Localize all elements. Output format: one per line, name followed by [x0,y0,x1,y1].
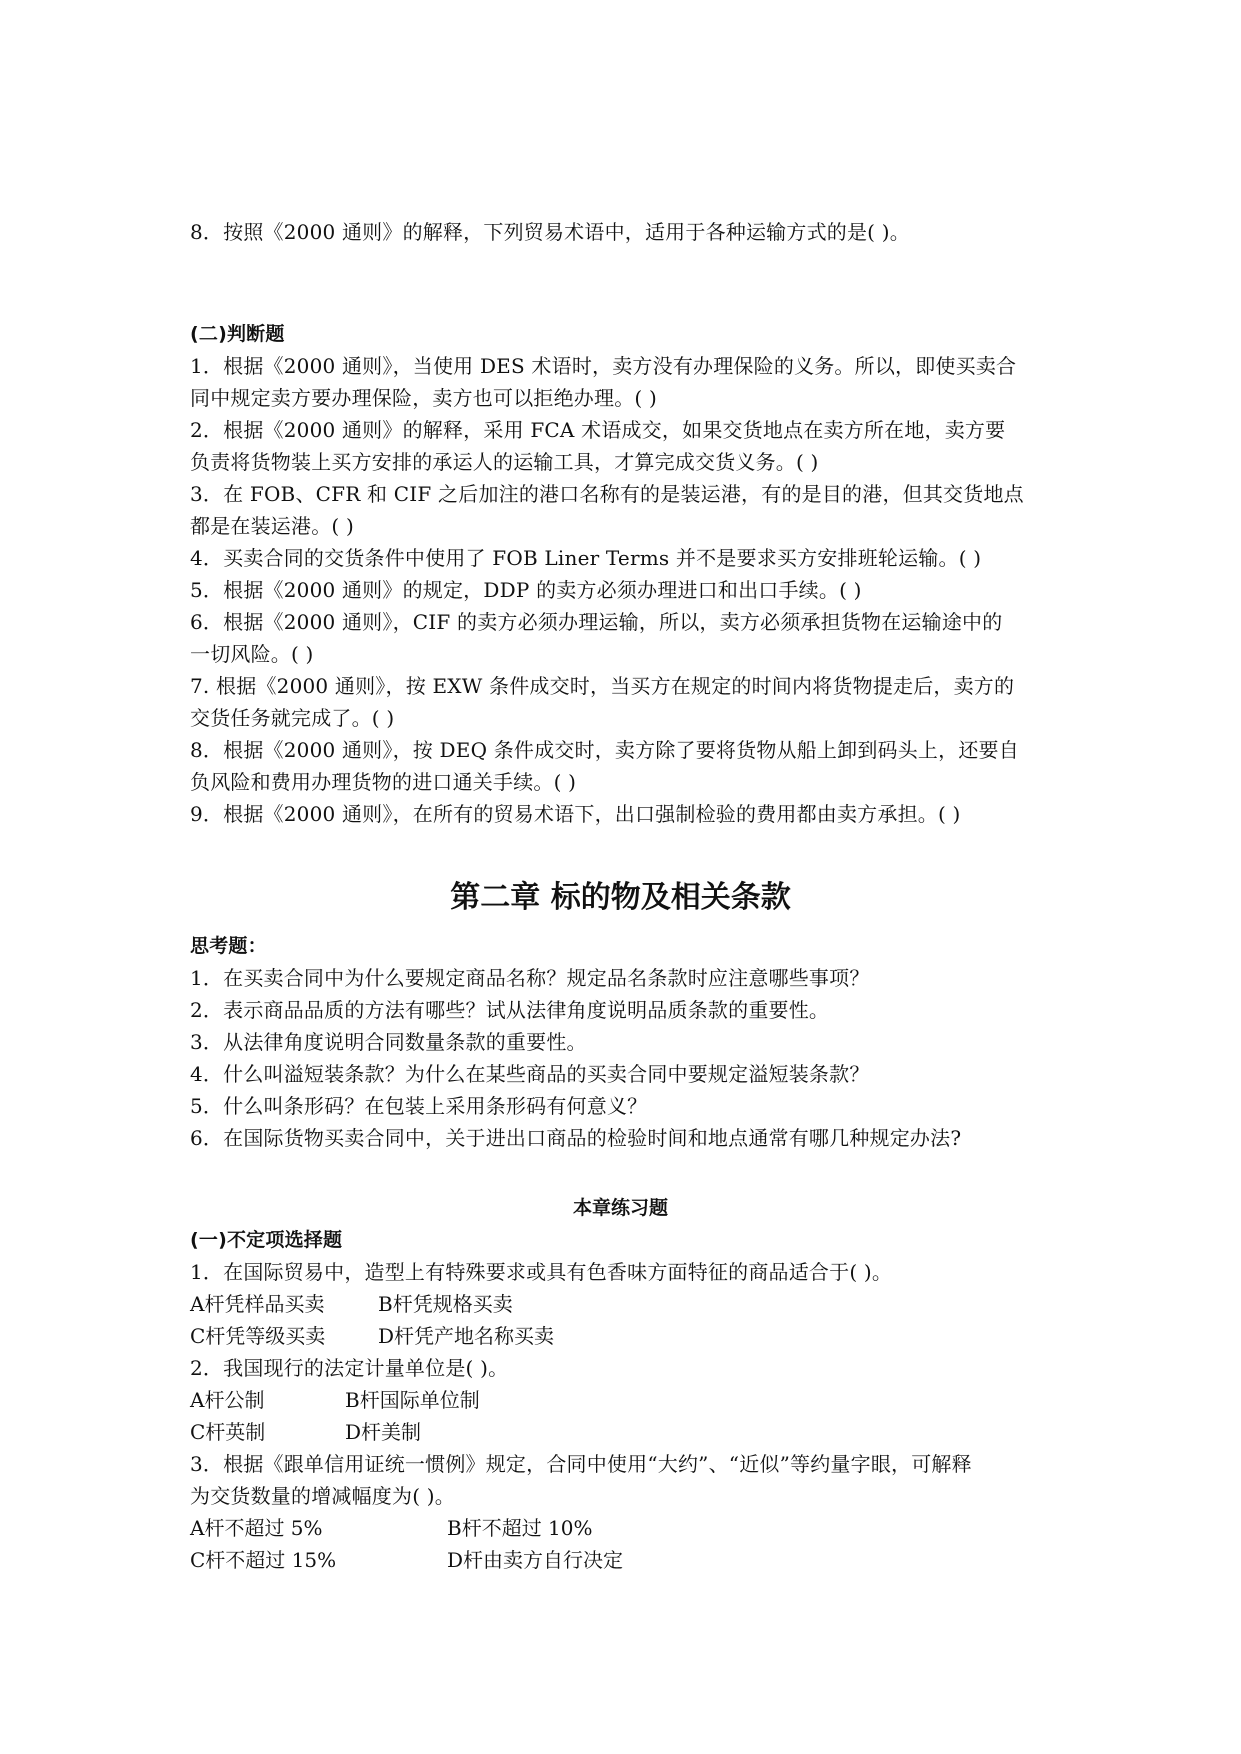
exercise-question-1: 1．在国际贸易中，造型上有特殊要求或具有色香味方面特征的商品适合于( )。 [190,1260,893,1284]
option-a: A杆凭样品买卖 [190,1292,325,1316]
option-c: C杆不超过 15% [190,1548,337,1572]
option-c: C杆英制 [190,1420,266,1444]
option-d: D杆由卖方自行决定 [447,1548,624,1572]
thinking-question: 2．表示商品品质的方法有哪些？试从法律角度说明品质条款的重要性。 [190,998,830,1022]
judgment-line: 3．在 FOB、CFR 和 CIF 之后加注的港口名称有的是装运港，有的是目的港，但其交货地点 [190,482,1024,506]
exercise-question-3-cont: 为交货数量的增减幅度为( )。 [190,1484,455,1508]
option-a: A杆不超过 5% [190,1516,323,1540]
judgment-line: 一切风险。( ) [190,642,314,666]
judgment-line: 4．买卖合同的交货条件中使用了 FOB Liner Terms 并不是要求买方安排班轮运输。( ) [190,546,982,570]
option-d: D杆凭产地名称买卖 [378,1324,555,1348]
option-b: B杆凭规格买卖 [378,1292,513,1316]
option-b: B杆不超过 10% [447,1516,593,1540]
judgment-line: 9．根据《2000 通则》，在所有的贸易术语下，出口强制检验的费用都由卖方承担。( ) [190,802,961,826]
option-c: C杆凭等级买卖 [190,1324,326,1348]
judgment-line: 同中规定卖方要办理保险，卖方也可以拒绝办理。( ) [190,386,657,410]
chapter-title: 第二章 标的物及相关条款 [450,880,791,915]
judgment-line: 负风险和费用办理货物的进口通关手续。( ) [190,770,577,794]
thinking-question: 1．在买卖合同中为什么要规定商品名称？规定品名条款时应注意哪些事项？ [190,966,870,990]
option-d: D杆美制 [345,1420,422,1444]
exercise-question-2: 2．我国现行的法定计量单位是( )。 [190,1356,509,1380]
question-8-multiple-choice: 8．按照《2000 通则》的解释，下列贸易术语中，适用于各种运输方式的是( )。 [190,220,910,244]
option-a: A杆公制 [190,1388,265,1412]
thinking-heading: 思考题： [190,935,267,957]
thinking-question: 6．在国际货物买卖合同中，关于进出口商品的检验时间和地点通常有哪几种规定办法? [190,1126,962,1150]
thinking-question: 4．什么叫溢短装条款？为什么在某些商品的买卖合同中要规定溢短装条款？ [190,1062,870,1086]
thinking-question: 5．什么叫条形码？在包装上采用条形码有何意义？ [190,1094,648,1118]
judgment-line: 负责将货物装上买方安排的承运人的运输工具，才算完成交货义务。( ) [190,450,819,474]
judgment-line: 5．根据《2000 通则》的规定，DDP 的卖方必须办理进口和出口手续。( ) [190,578,862,602]
judgment-line: 8．根据《2000 通则》，按 DEQ 条件成交时，卖方除了要将货物从船上卸到码头上，还要自 [190,738,1019,762]
judgment-line: 7. 根据《2000 通则》，按 EXW 条件成交时，当买方在规定的时间内将货物提走后，卖方的 [190,674,1015,698]
exercises-subheading: (一)不定项选择题 [190,1229,343,1251]
exercise-question-3: 3．根据《跟单信用证统一惯例》规定，合同中使用“大约”、“近似”等约量字眼，可解释 [190,1452,972,1476]
option-b: B杆国际单位制 [345,1388,480,1412]
judgment-line: 2．根据《2000 通则》的解释，采用 FCA 术语成交，如果交货地点在卖方所在地，卖方要 [190,418,1006,442]
judgment-line: 1．根据《2000 通则》，当使用 DES 术语时，卖方没有办理保险的义务。所以，即使买卖合 [190,354,1017,378]
thinking-question: 3．从法律角度说明合同数量条款的重要性。 [190,1030,587,1054]
judgment-line: 6．根据《2000 通则》，CIF 的卖方必须办理运输，所以，卖方必须承担货物在运输途中的 [190,610,1003,634]
exercises-heading: 本章练习题 [572,1197,668,1219]
judgment-line: 交货任务就完成了。( ) [190,706,395,730]
section-heading-judgment: (二)判断题 [190,323,285,345]
judgment-line: 都是在装运港。( ) [190,514,354,538]
